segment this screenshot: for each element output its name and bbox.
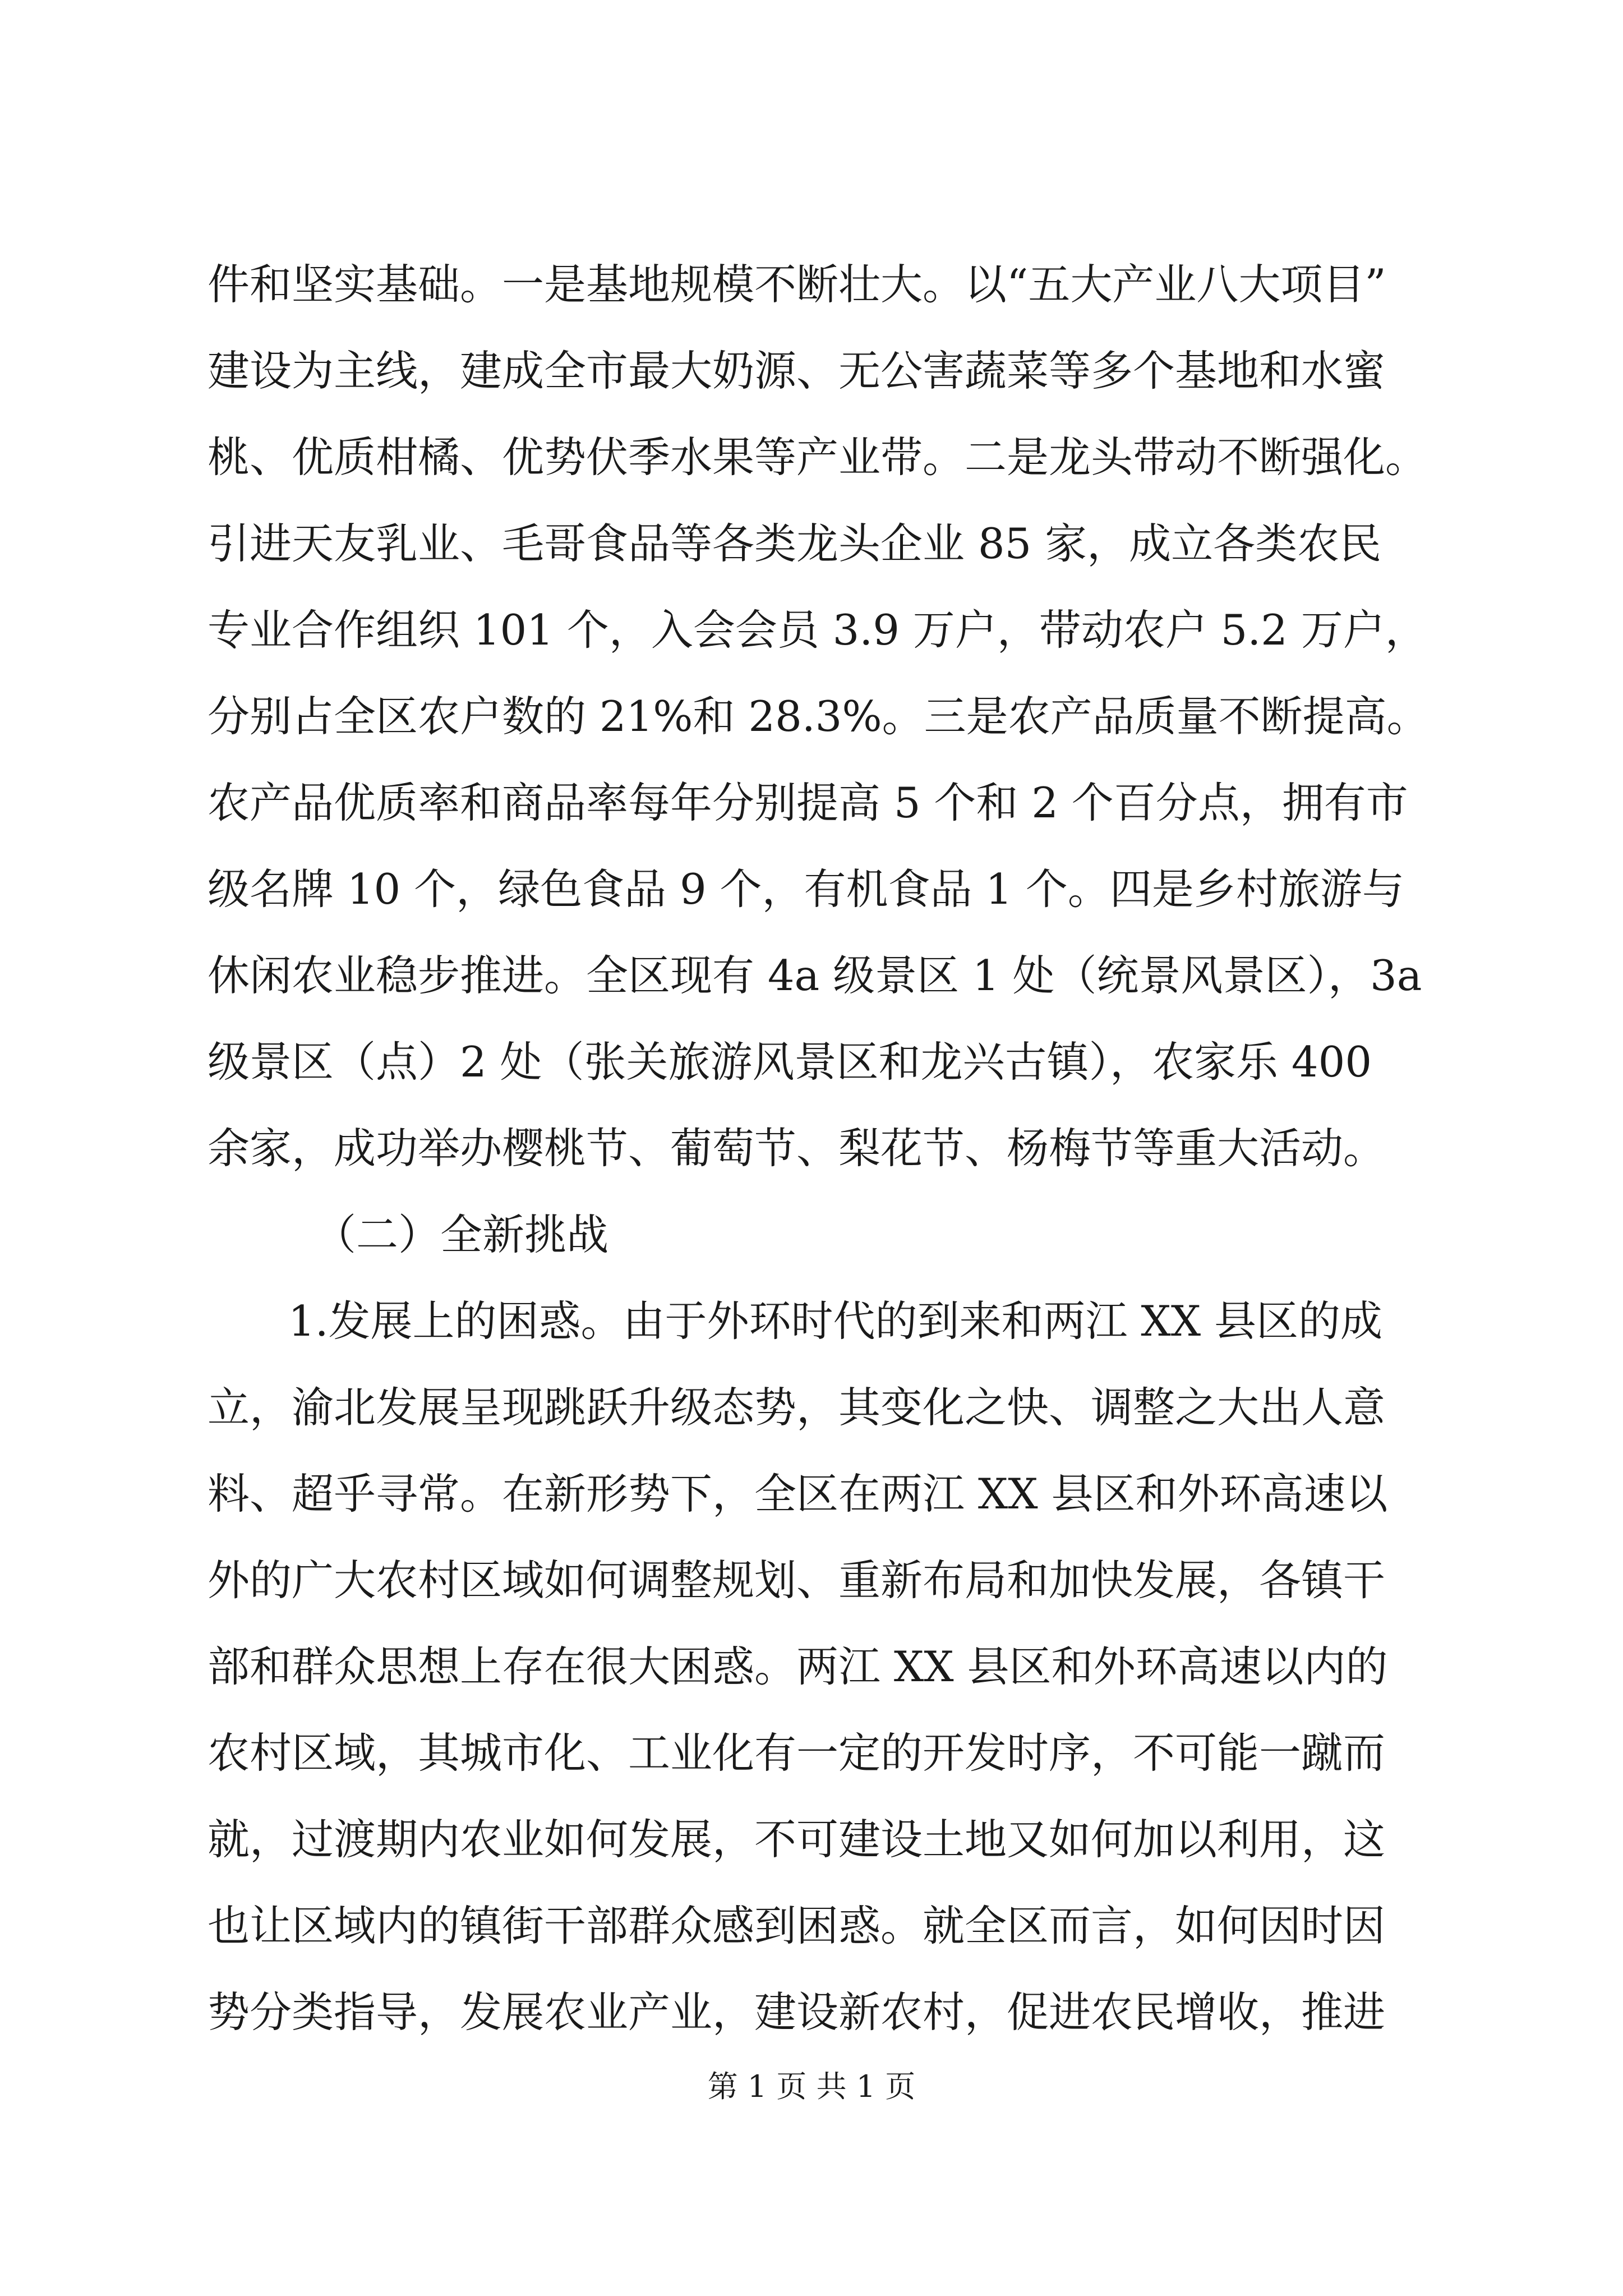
body-line: 专业合作组织 101 个，入会会员 3.9 万户，带动农户 5.2 万户， <box>208 605 1427 655</box>
body-line: 建设为主线，建成全市最大奶源、无公害蔬菜等多个基地和水蜜 <box>208 346 1386 395</box>
body-line: 桃、优质柑橘、优势伏季水果等产业带。二是龙头带动不断强化。 <box>208 432 1428 482</box>
body-line: 外的广大农村区域如何调整规划、重新布局和加快发展，各镇干 <box>208 1556 1386 1605</box>
body-line: 部和群众思想上存在很大困惑。两江 XX 县区和外环高速以内的 <box>208 1642 1388 1691</box>
body-line: 势分类指导，发展农业产业，建设新农村，促进农民增收，推进 <box>208 1987 1386 2037</box>
body-line: 休闲农业稳步推进。全区现有 4a 级景区 1 处（统景风景区），3a <box>208 951 1422 1000</box>
paragraph-first-line: 1.发展上的困惑。由于外环时代的到来和两江 XX 县区的成 <box>288 1296 1383 1346</box>
body-line: 分别占全区农户数的 21%和 28.3%。三是农产品质量不断提高。 <box>208 692 1429 741</box>
body-line: 农产品优质率和商品率每年分别提高 5 个和 2 个百分点，拥有市 <box>208 778 1408 827</box>
body-line: 立，渝北发展呈现跳跃升级态势，其变化之快、调整之大出人意 <box>208 1383 1386 1432</box>
body-line: 农村区域，其城市化、工业化有一定的开发时序，不可能一蹴而 <box>208 1728 1386 1778</box>
document-body <box>208 241 1429 2055</box>
body-line: 余家，成功举办樱桃节、葡萄节、梨花节、杨梅节等重大活动。 <box>208 1124 1386 1173</box>
body-line: 料、超乎寻常。在新形势下，全区在两江 XX 县区和外环高速以 <box>208 1469 1388 1519</box>
page-number-footer: 第 1 页 共 1 页 <box>707 2069 916 2104</box>
body-line: 级名牌 10 个，绿色食品 9 个，有机食品 1 个。四是乡村旅游与 <box>208 864 1404 914</box>
body-line: 也让区域内的镇街干部群众感到困惑。就全区而言，如何因时因 <box>208 1901 1386 1950</box>
body-line: 级景区（点）2 处（张关旅游风景区和龙兴古镇），农家乐 400 <box>208 1037 1372 1087</box>
body-line: 件和坚实基础。一是基地规模不断壮大。以“五大产业八大项目” <box>208 260 1386 309</box>
body-line: 引进天友乳业、毛哥食品等各类龙头企业 85 家，成立各类农民 <box>208 519 1382 568</box>
section-heading: （二）全新挑战 <box>314 1210 609 1259</box>
body-line: 就，过渡期内农业如何发展，不可建设土地又如何加以利用，这 <box>208 1815 1386 1864</box>
